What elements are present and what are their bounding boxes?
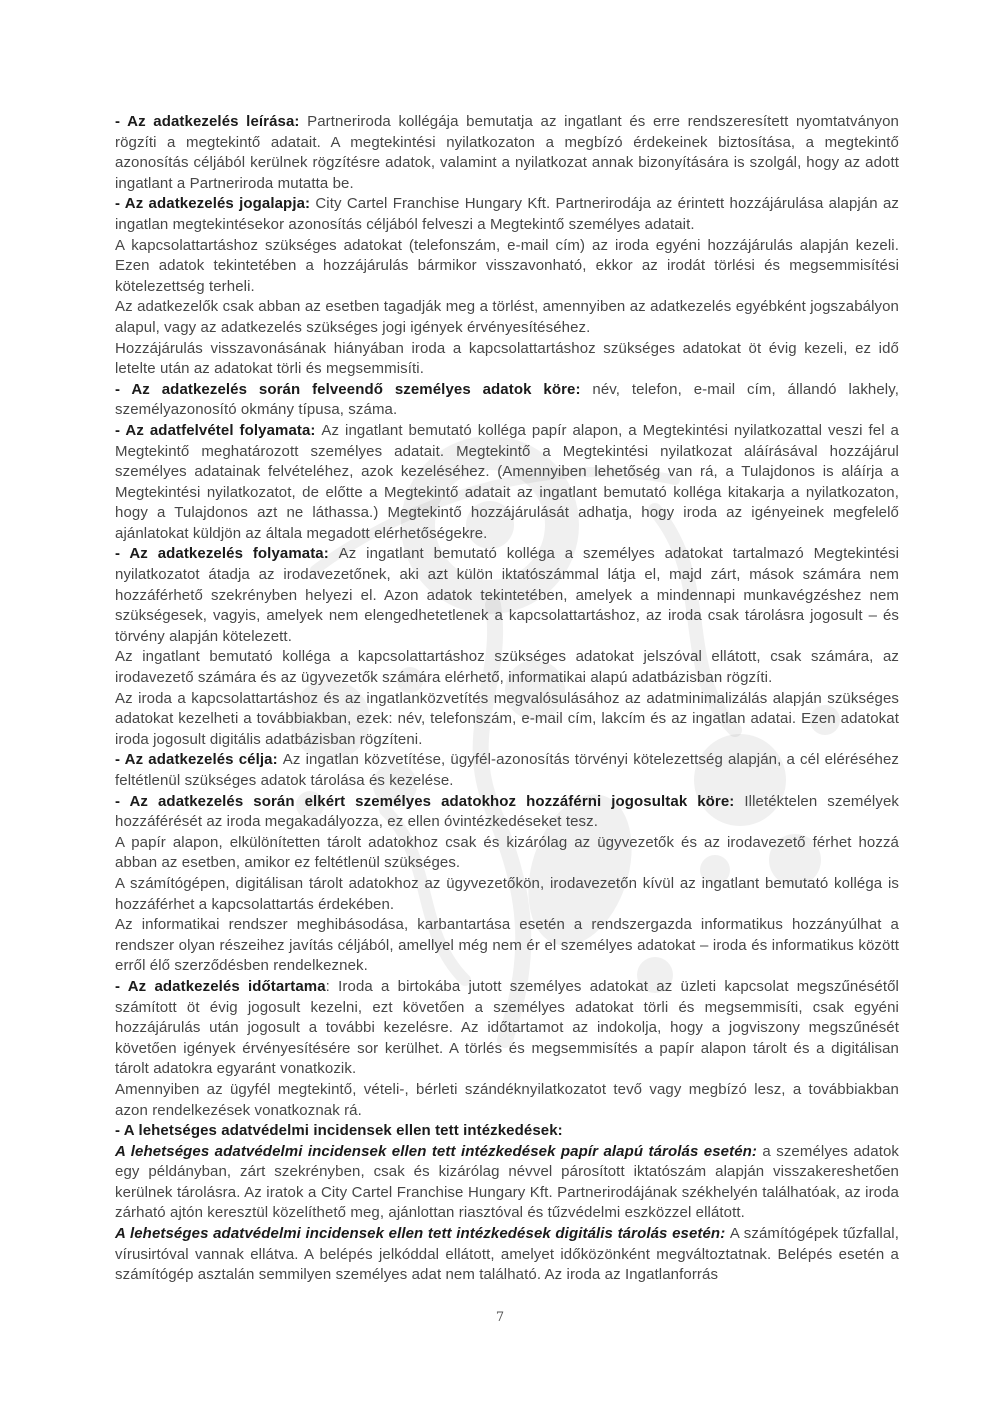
paragraph [115, 1121, 899, 1142]
text-run: Az ingatlan közvetítése, ügyfél-azonosítás törvényi kötelezettség alapján, a cél eléréséhez feltétlenül szükséges adatok tárolása és kezelése. [115, 751, 899, 789]
paragraph [115, 1142, 899, 1224]
text-run: A számítógépek tűzfallal, vírusirtóval vannak ellátva. A belépés jelkóddal ellátott, amelyet időközönként megváltoztatnak. Belépés esetén a számítógép asztalán semmilyen személyes adat nem található. Az iroda az Ingatlanforrás [115, 1225, 899, 1284]
text-run: Illetéktelen személyek hozzáférését az iroda megakadályozza, ez ellen óvintézkedéseket tesz. [115, 792, 900, 831]
paragraph [115, 792, 899, 833]
text-run: A papír alapon, elkülönítetten tárolt adatokhoz csak és kizárólag az ügyvezetők és az irodavezető férhet hozzá abban az esetben, amikor ez feltétlenül szükséges. [115, 833, 899, 872]
text-run: Az ingatlant bemutató kolléga a kapcsolattartáshoz szükséges adatokat jelszóval ellátott, csak számára, az irodavezető számára és az ügyvezetők számára elérhető, informatikai alapú adatbázisban rögzíti. [115, 648, 899, 687]
heading-run: - Az adatkezelés időtartama [115, 977, 326, 995]
page-number: 7 [495, 1310, 505, 1325]
text-run: a személyes adatok egy példányban, zárt szekrényben, csak és kizárólag névvel párosított iktatószám alapján visszakereshetően kerülnek tárolásra. Az iratok a City Cartel Franchise Hungary Kft. Partnerirodájának székhelyén találhatóak, az iroda zárható ajtón keresztül közelíthető meg, ajánlottan riasztóval és tűzvédelmi eszközzel ellátott. [115, 1142, 900, 1222]
paragraph [115, 915, 899, 977]
paragraph [115, 112, 899, 194]
paragraph [115, 750, 899, 791]
heading-run: - Az adatfelvétel folyamata: [115, 421, 322, 439]
paragraph [115, 1080, 899, 1121]
paragraph [115, 1224, 899, 1286]
text-run: Az iroda a kapcsolattartáshoz és az ingatlanközvetítés megvalósulásához az adatminimalizálás alapján szükséges adatokat kezelheti a továbbiakban, ezek: név, telefonszám, e-mail cím, lakcím és az ingatlan adatai. Ezen adatokat iroda jogosult digitális adatbázisban rögzíteni. [115, 689, 899, 748]
heading-run: - Az adatkezelés folyamata: [115, 545, 339, 563]
text-run: Az adatkezelők csak abban az esetben tagadják meg a törlést, amennyiben az adatkezelés egyébként jogszabályon alapul, vagy az adatkezelés szükséges jogi igények érvényesítéséhez. [115, 298, 899, 336]
paragraph [115, 833, 899, 874]
paragraph [115, 421, 899, 545]
text-run: : Iroda a birtokába jutott személyes adatokat az üzleti kapcsolat megszűnésétől számított öt évig jogosult kezelni, ezt követően a személyes adatokat törli és megsemmisíti, csak egyéni hozzájárulás után jogosult a további kezelésre. Az időtartamot az indokolja, hogy a jogviszony megszűnését követően igények érvényesítésére sor kerülhet. A törlés és megsemmisítés a papír alapon tárolt és a digitálisan tárolt adatokra egyaránt vonatkozik. [115, 977, 899, 1078]
text-run: Hozzájárulás visszavonásának hiányában iroda a kapcsolattartáshoz szükséges adatokat öt évig kezeli, ez idő letelte után az adatokat törli és megsemmisíti. [115, 339, 899, 378]
paragraph [115, 194, 899, 235]
document-body [115, 112, 899, 1286]
paragraph [115, 297, 899, 338]
paragraph [115, 689, 899, 751]
text-run: név, telefon, e-mail cím, állandó lakhely, személyazonosító okmány típusa, száma. [115, 380, 899, 419]
heading-run: - Az adatkezelés célja: [115, 751, 283, 769]
text-run: Partneriroda kollégája bemutatja az ingatlant és erre rendszeresített nyomtatványon rögzíti a megtekintő adatait. A megtekintési nyilatkozaton a megbízó érdekeinek biztosítása, a megtekintő azonosítás céljából kerülnek rögzítésre adatok, valamint a nyilatkozat annak bizonyítására is szolgál, hogy az adott ingatlant a Partneriroda mutatta be. [115, 113, 899, 192]
heading-run: - Az adatkezelés jogalapja: [115, 195, 316, 213]
paragraph [115, 874, 899, 915]
paragraph [115, 339, 899, 380]
text-run: Amennyiben az ügyfél megtekintő, vételi-, bérleti szándéknyilatkozatot tevő vagy megbízó lesz, a továbbiakban azon rendelkezések vonatkoznak rá. [115, 1080, 899, 1119]
paragraph [115, 236, 899, 298]
heading-run: - Az adatkezelés során felveendő személyes adatok köre: [115, 380, 593, 398]
heading-run: A lehetséges adatvédelmi incidensek ellen tett intézkedések papír alapú tárolás esetén: [115, 1142, 763, 1160]
paragraph [115, 380, 899, 421]
heading-run: A lehetséges adatvédelmi incidensek ellen tett intézkedések digitális tárolás esetén: [115, 1225, 730, 1243]
paragraph [115, 977, 899, 1080]
text-run: Az informatikai rendszer meghibásodása, karbantartása esetén a rendszergazda informatikus hozzányúlhat a rendszer olyan részeihez javítás céljából, amellyel még nem ér el személyes adatokat – iroda és informatikus között erről élő szerződésben rendelkeznek. [115, 916, 899, 975]
paragraph [115, 647, 899, 688]
heading-run: - A lehetséges adatvédelmi incidensek ellen tett intézkedések: [115, 1122, 563, 1140]
heading-run: - Az adatkezelés során elkért személyes adatokhoz hozzáférni jogosultak köre: [115, 792, 745, 810]
text-run: Az ingatlant bemutató kolléga a személyes adatokat tartalmazó Megtekintési nyilatkozatot átadja az irodavezetőnek, aki azt külön iktatószámmal látja el, majd zárt, mások számára nem hozzáférhető szekrényben helyezi el. Azon adatok tekintetében, amelyek a mindennapi munkavégzéshez nem szükségesek, vagyis, amelyek nem elengedhetetlenek a kapcsolattartáshoz, az iroda csak tárolásra jogosult – és törvény alapján kötelezett. [115, 545, 899, 645]
text-run: A számítógépen, digitálisan tárolt adatokhoz az ügyvezetőkön, irodavezetőn kívül az ingatlant bemutató kolléga is hozzáférhet a kapcsolattartás érdekében. [115, 874, 899, 913]
text-run: A kapcsolattartáshoz szükséges adatokat (telefonszám, e-mail cím) az iroda egyéni hozzájárulás alapján kezeli. Ezen adatok tekintetében a hozzájárulás bármikor visszavonható, ekkor az irodát törlési és megsemmisítési kötelezettség terheli. [115, 236, 899, 295]
heading-run: - Az adatkezelés leírása: [115, 113, 308, 130]
text-run: Az ingatlant bemutató kolléga papír alapon, a Megtekintési nyilatkozattal veszi fel a Megtekintő meghatározott személyes adatait. Megtekintő a Megtekintési nyilatkozat aláírásával hozzájárul személyes adatainak felvételéhez, azok kezeléséhez. (Amennyiben lehetőség van rá, a Tulajdonos is aláírja a Megtekintési nyilatkozatot, de előtte a Megtekintő adatait az ingatlant bemutató kolléga kitakarja a nyilatkozaton, hogy a Tulajdonos azt ne láthassa.) Megtekintő hozzájárulását adhatja, hogy iroda az igényeinek megfelelő ajánlatokat küldjön az általa megadott elérhetőségekre. [115, 421, 899, 542]
paragraph [115, 544, 899, 647]
text-run: City Cartel Franchise Hungary Kft. Partnerirodája az érintett hozzájárulása alapján az ingatlan megtekintésekor azonosítás céljából felveszi a Megtekintő személyes adatait. [115, 195, 899, 233]
